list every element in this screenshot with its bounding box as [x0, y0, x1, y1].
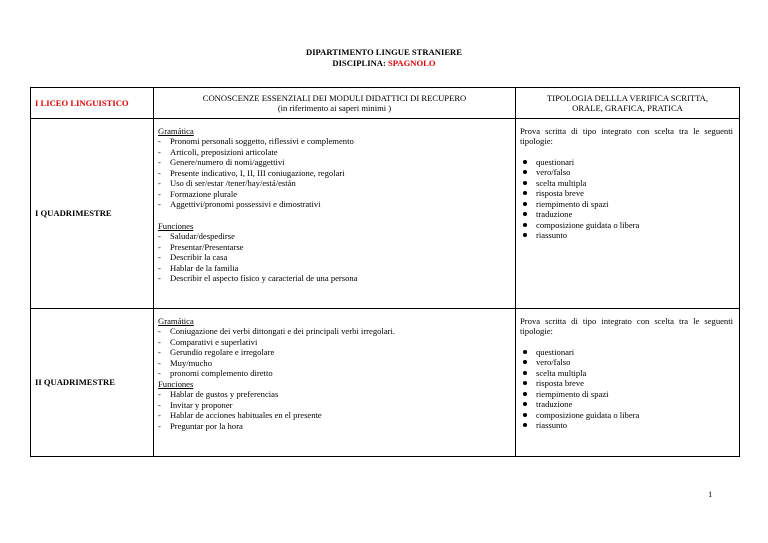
verifica-intro: Prova scritta di tipo integrato con scelta tra le seguenti tipologie: — [520, 316, 733, 337]
funciones-title: Funciones — [158, 220, 194, 231]
table-header-row — [31, 88, 740, 119]
gramatica-list — [158, 326, 509, 378]
gramatica-title: Gramática — [158, 126, 194, 136]
list-item: - Preguntar por la hora — [158, 421, 509, 431]
period-cell: II QUADRIMESTRE — [31, 309, 154, 457]
list-item: traduzione — [520, 399, 733, 409]
verifica-list — [520, 157, 733, 241]
list-item: riassunto — [520, 420, 733, 430]
list-item: questionari — [520, 347, 733, 357]
list-item: scelta multipla — [520, 178, 733, 188]
list-item: - Presente indicativo, I, II, III coniugazione, regolari — [158, 168, 509, 178]
department-title: DIPARTIMENTO LINGUE STRANIERE — [305, 47, 462, 57]
test-type-header — [516, 88, 740, 119]
list-item: - Pronomi personali soggetto, riflessivi e complemento — [158, 136, 509, 146]
list-item: - Hablar de acciones habituales en el presente — [158, 410, 509, 420]
funciones-list — [158, 231, 509, 283]
knowledge-header-line2: (in riferimento ai saperi minimi ) — [277, 103, 392, 113]
contents-cell — [154, 119, 516, 309]
period-cell: I QUADRIMESTRE — [31, 119, 154, 309]
list-item: - Hablar de gustos y preferencias — [158, 389, 509, 399]
gramatica-list — [158, 136, 509, 209]
list-item: - Describir la casa — [158, 252, 509, 262]
list-item: riassunto — [520, 230, 733, 240]
list-item: - Hablar de la familia — [158, 263, 509, 273]
knowledge-header-line1: CONOSCENZE ESSENZIALI DEI MODULI DIDATTICI DI RECUPERO — [202, 92, 467, 103]
funciones-title: Funciones — [158, 378, 194, 389]
verifica-cell — [516, 309, 740, 457]
list-item: vero/falso — [520, 167, 733, 177]
discipline-value: SPAGNOLO — [388, 58, 436, 68]
list-item: - Describir el aspecto físico y caracterial de una persona — [158, 273, 509, 283]
contents-cell — [154, 309, 516, 457]
document-header — [0, 47, 768, 69]
discipline-label: DISCIPLINA: — [332, 58, 389, 68]
discipline-line — [0, 58, 768, 69]
funciones-list — [158, 389, 509, 431]
list-item: questionari — [520, 157, 733, 167]
list-item: - Invitar y proponer — [158, 400, 509, 410]
list-item: riempimento di spazi — [520, 389, 733, 399]
list-item: traduzione — [520, 209, 733, 219]
list-item: - Formazione plurale — [158, 189, 509, 199]
page-number: 1 — [708, 489, 713, 499]
list-item: - Presentar/Presentarse — [158, 242, 509, 252]
list-item: composizione guidata o libera — [520, 220, 733, 230]
verifica-intro: Prova scritta di tipo integrato con scelta tra le seguenti tipologie: — [520, 126, 733, 147]
list-item: - pronomi complemento diretto — [158, 368, 509, 378]
verifica-list — [520, 347, 733, 431]
list-item: - Saludar/despedirse — [158, 231, 509, 241]
table-row — [31, 309, 740, 457]
list-item: - Muy/mucho — [158, 358, 509, 368]
list-item: - Genere/numero di nomi/aggettivi — [158, 157, 509, 167]
list-item: composizione guidata o libera — [520, 410, 733, 420]
list-item: vero/falso — [520, 357, 733, 367]
list-item: risposta breve — [520, 188, 733, 198]
curriculum-table — [30, 87, 740, 457]
list-item: - Articoli, preposizioni articolate — [158, 147, 509, 157]
list-item: - Comparativi e superlativi — [158, 337, 509, 347]
verifica-cell — [516, 119, 740, 309]
list-item: scelta multipla — [520, 368, 733, 378]
list-item: - Coniugazione dei verbi dittongati e dei principali verbi irregolari. — [158, 326, 509, 336]
table-row — [31, 119, 740, 309]
list-item: - Aggettivi/pronomi possessivi e dimostrativi — [158, 199, 509, 209]
list-item: risposta breve — [520, 378, 733, 388]
gramatica-title: Gramática — [158, 316, 194, 326]
class-header: I LICEO LINGUISTICO — [31, 88, 154, 119]
list-item: - Uso di ser/estar /tener/hay/está/están — [158, 178, 509, 188]
knowledge-header — [154, 88, 516, 119]
test-type-header-line2: ORALE, GRAFICA, PRATICA — [572, 103, 683, 113]
list-item: - Gerundio regolare e irregolare — [158, 347, 509, 357]
list-item: riempimento di spazi — [520, 199, 733, 209]
test-type-header-line1: TIPOLOGIA DELLLA VERIFICA SCRITTA, — [546, 92, 708, 103]
